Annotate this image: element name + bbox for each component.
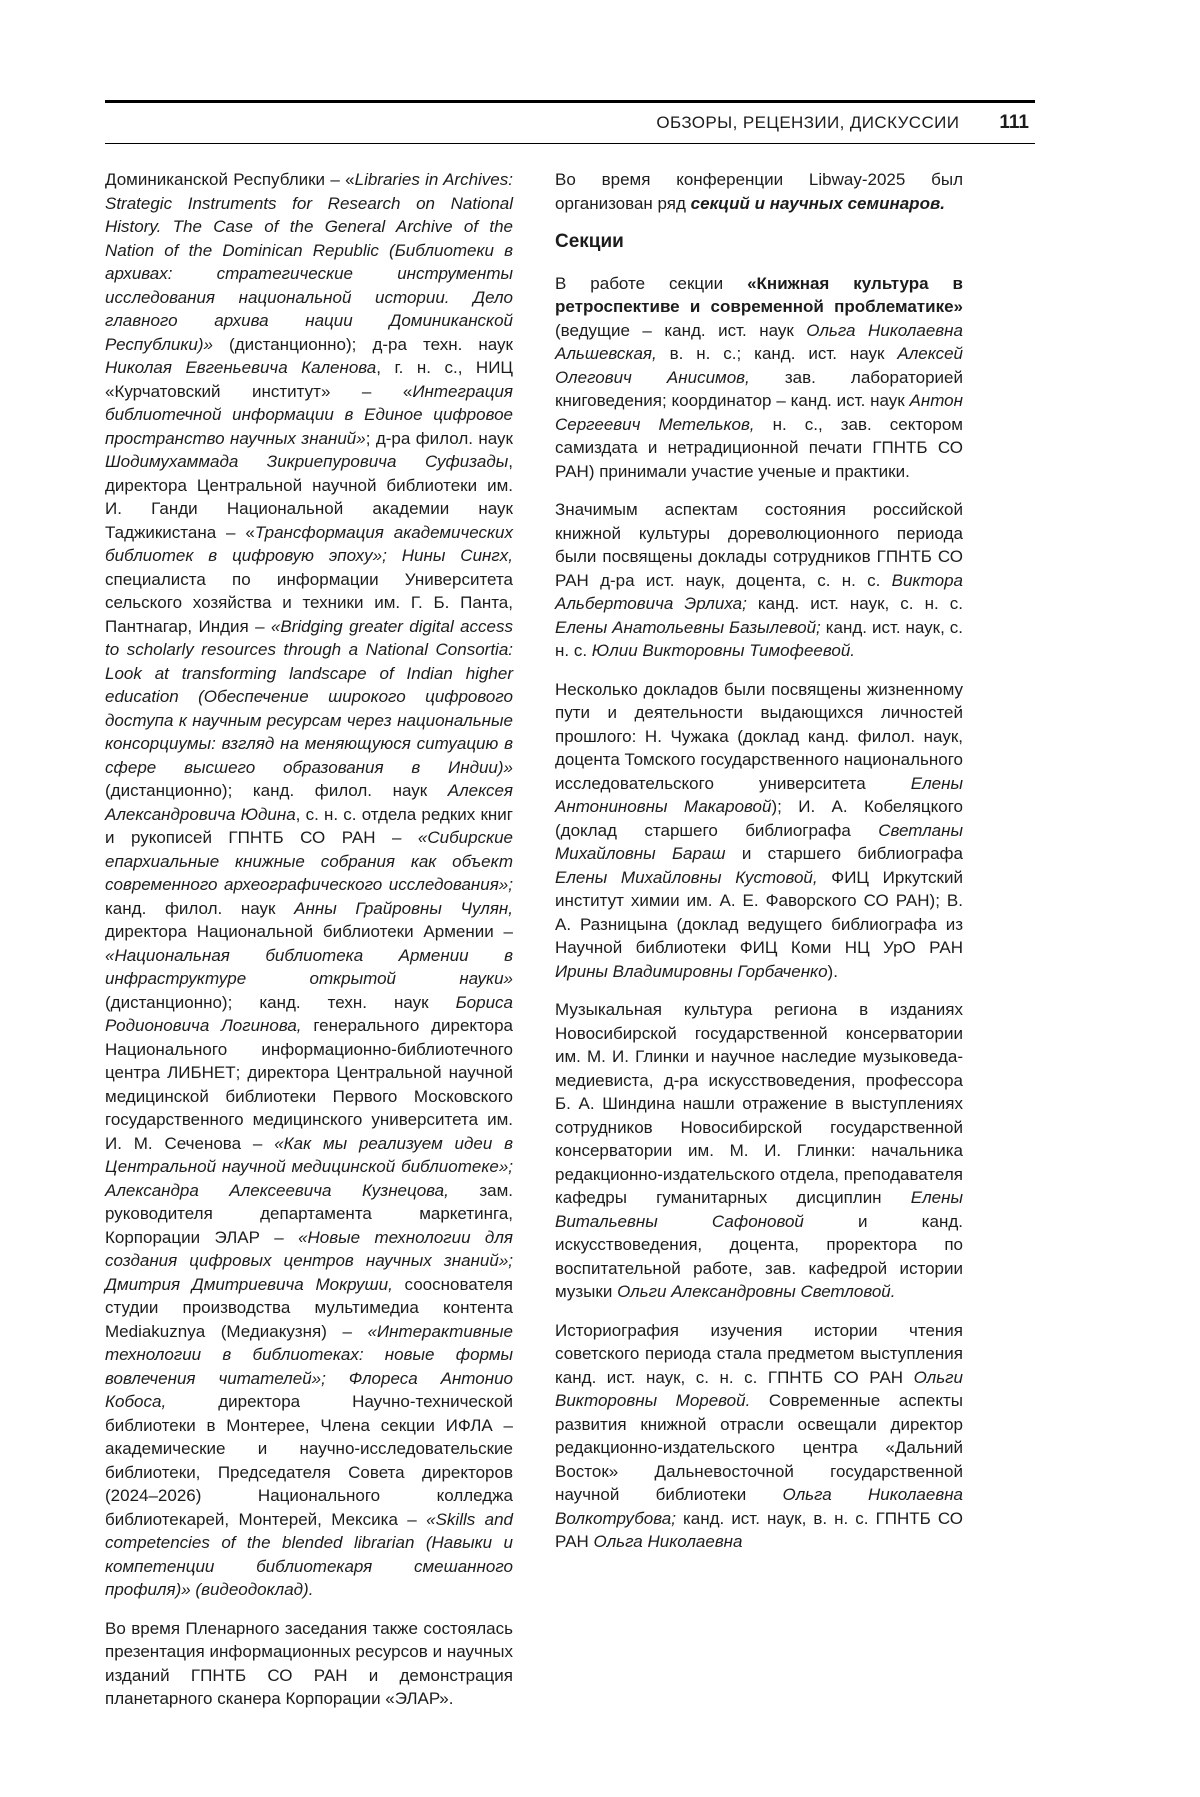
text-run: Ольга Николаевна [593, 1532, 743, 1551]
text-run: генерального директора Национального информационно-библиотечного центра ЛИБНЕТ; директора Центральной научной медицинской библиотеки Первого Московского государственного медицинского университета им. И. М. Сеченова – [105, 1016, 513, 1153]
page-number: 111 [999, 112, 1029, 133]
text-run: Светланы Михайловны Бараш [555, 820, 963, 863]
text-run: и канд. искусствоведения, доцента, проректора по воспитательной работе, зав. кафедрой истории музыки [555, 1211, 963, 1301]
text-run: Алексей Олегович Анисимов, [555, 344, 963, 387]
two-column-body [105, 168, 963, 1726]
text-run: Историография изучения истории чтения советского периода стала предметом выступления канд. ист. наук, с. н. с. ГПНТБ СО РАН [555, 1320, 963, 1387]
paragraph [105, 1617, 513, 1711]
paragraph [555, 678, 963, 984]
paragraph [555, 498, 963, 663]
paragraph [555, 1319, 963, 1554]
text-run: (дистанционно); канд. техн. наук [105, 992, 456, 1012]
text-run: Несколько докладов были посвящены жизненному пути и деятельности выдающихся личностей прошлого: Н. Чужака (доклад канд. филол. наук, доцента Томского государственного национального исследовательского университета [555, 679, 963, 793]
paragraph [105, 168, 513, 1602]
text-run: Значимым аспектам состояния российской книжной культуры дореволюционного периода были посвящены доклады сотрудников ГПНТБ СО РАН д-ра ист. наук, доцента, с. н. с. [555, 500, 963, 590]
text-run: Интеграция библиотечной информации в Единое цифровое пространство научных знаний» [105, 381, 513, 448]
running-head [105, 100, 1035, 144]
text-run: «Национальная библиотека Армении в инфраструктуре открытой науки» [105, 945, 513, 988]
text-run: Антон Сергеевич Метельков, [555, 391, 963, 434]
text-run: канд. ист. наук, в. н. с. ГПНТБ СО РАН [555, 1508, 963, 1551]
text-run: «Сибирские епархиальные книжные собрания как объект современного археографического исследования»; [105, 828, 513, 894]
text-run: ; д-ра филол. наук [365, 428, 513, 448]
text-run: ). [827, 961, 838, 981]
text-run: Алексея Александровича Юдина [105, 781, 513, 824]
page-content [105, 100, 1035, 1726]
text-run: и старшего библиографа [725, 844, 963, 863]
text-run: «Как мы реализуем идеи в Центральной научной медицинской библиотеке»; Александра Алексеевича Кузнецова, [105, 1133, 513, 1200]
text-run: Ольга Николаевна Альшевская, [555, 320, 963, 363]
text-run: сооснователя студии производства мультимедиа контента Mediakuznya (Медиакузня) – [105, 1274, 513, 1341]
text-run: «Skills and competencies of the blended librarian (Навыки и компетенции библиотекаря смешанного профиля)» (видеодоклад). [105, 1509, 513, 1599]
text-run: «Новые технологии для создания цифровых центров научных знаний»; Дмитрия Дмитриевича Мокруши, [105, 1227, 513, 1294]
text-run: зав. лабораторией книговедения; координатор – канд. ист. наук [555, 367, 963, 410]
text-run: директора Научно-технической библиотеки в Монтерее, Члена секции ИФЛА – академические и научно-исследовательские библиотеки, Председателя Совета директоров (2024–2026) Национального колледжа библиотекарей, Монтерей, Мексика – [105, 1392, 513, 1529]
text-run: Николая Евгеньевича Каленова [105, 358, 377, 377]
text-run: директора Национальной библиотеки Армении – [105, 922, 513, 941]
text-run: Елены Антониновны Макаровой [555, 773, 963, 816]
text-run: «Bridging greater digital access to scholarly resources through a National Consortia: Look at transforming landscape of Indian higher education (Обеспечение широкого цифрового доступа к научным ресурсам через национальные консорциумы: взгляд на меняющуюся ситуацию в сфере высшего образования в Индии)» [105, 616, 513, 777]
text-run: (дистанционно); канд. филол. наук [105, 781, 448, 800]
text-run: канд. ист. наук, с. н. с. [746, 594, 963, 613]
text-run: зам. руководителя департамента маркетинга, Корпорации ЭЛАР – [105, 1180, 513, 1247]
text-run: Елены Анатольевны Базылевой; [555, 617, 821, 637]
text-run: канд. ист. наук, с. н. с. [555, 617, 963, 660]
text-run: , директора Центральной научной библиотеки им. И. Ганди Национальной академии наук Таджикистана – « [105, 452, 513, 542]
text-run: в. н. с.; канд. ист. наук [656, 344, 898, 363]
text-run: Ольги Александровны Светловой. [617, 1282, 896, 1301]
text-run: Шодимухаммада Зикриепуровича Суфизады [105, 452, 509, 471]
text-run: (ведущие – канд. ист. наук [555, 320, 807, 340]
text-run: Виктора Альбертовича Эрлиха; [555, 570, 963, 613]
text-run: Современные аспекты развития книжной отрасли освещали директор редакционно-издательского центра «Дальний Восток» Дальневосточной государственной научной библиотеки [555, 1391, 963, 1504]
text-run: «Интерактивные технологии в библиотеках: новые формы вовлечения читателей»; Флореса Антонио Кобоса, [105, 1321, 513, 1411]
left-column [105, 168, 513, 1726]
text-run: специалиста по информации Университета сельского хозяйства и техники им. Г. Б. Панта, Пантнагар, Индия – [105, 569, 513, 636]
text-run: Юлии Викторовны Тимофеевой. [591, 641, 856, 660]
text-run: Трансформация академических библиотек в цифровую эпоху»; Нины Сингх, [105, 522, 513, 565]
text-run: Доминиканской Республики – « [105, 170, 355, 189]
text-run: Елены Михайловны Кустовой, [555, 867, 818, 887]
text-run: , г. н. с., НИЦ «Курчатовский институт» – « [105, 358, 513, 401]
right-column [555, 168, 963, 1726]
text-run: ФИЦ Иркутский институт химии им. А. Е. Фаворского СО РАН); В. А. Разницына (доклад ведущего библиографа из Научной библиотеки ФИЦ Коми НЦ УрО РАН [555, 867, 963, 957]
text-run: Анны Грайровны Чулян, [294, 898, 513, 918]
text-run: Ольга Николаевна Волкотрубова; [555, 1485, 964, 1528]
text-run: н. с., зав. сектором самиздата и нетрадиционной печати ГПНТБ СО РАН) принимали участие ученые и практики. [555, 414, 963, 481]
journal-page [0, 100, 1200, 1797]
text-run: (дистанционно); д-ра техн. наук [212, 334, 513, 354]
text-run: , с. н. с. отдела редких книг и рукописей ГПНТБ СО РАН – [105, 804, 513, 847]
text-run: Во время конференции Libway-2025 был организован ряд [555, 170, 963, 213]
paragraph [555, 272, 963, 484]
text-run: «Книжная культура в ретроспективе и современной проблематике» [555, 273, 963, 316]
text-run: Во время Пленарного заседания также состоялась презентация информационных ресурсов и научных изданий ГПНТБ СО РАН и демонстрация планетарного сканера Корпорации «ЭЛАР». [105, 1618, 513, 1708]
text-run: Елены Витальевны Сафоновой [555, 1188, 963, 1231]
text-run: Libraries in Archives: Strategic Instruments for Research on National History. The Case of the General Archive of the Nation of the Dominican Republic (Библиотеки в архивах: стратегические инструменты исследования национальной истории. Дело главного архива нации Доминиканской Республики)» [105, 170, 513, 354]
text-run: канд. филол. наук [105, 898, 295, 918]
running-head-title: ОБЗОРЫ, РЕЦЕНЗИИ, ДИСКУССИИ [656, 113, 960, 132]
paragraph [555, 998, 963, 1304]
text-run: Ольги Викторовны Моревой. [555, 1367, 963, 1410]
text-run: Бориса Родионовича Логинова, [105, 992, 513, 1035]
section-heading: Секции [555, 231, 624, 252]
text-run: Музыкальная культура региона в изданиях Новосибирской государственной консерватории им. М. И. Глинки и научное наследие музыковеда-медиевиста, д-ра искусствоведения, профессора Б. А. Шиндина нашли отражение в выступлениях сотрудников Новосибирской государственной консерватории им. М. И. Глинки: начальника редакционно-издательского отдела, преподавателя кафедры гуманитарных дисциплин [555, 1000, 963, 1207]
paragraph [555, 168, 963, 215]
text-run: В работе секции [555, 273, 748, 293]
text-run: Ирины Владимировны Горбаченко [555, 961, 828, 981]
text-run: секций и научных семинаров. [690, 193, 945, 213]
text-run: ); И. А. Кобеляцкого (доклад старшего библиографа [555, 797, 964, 840]
